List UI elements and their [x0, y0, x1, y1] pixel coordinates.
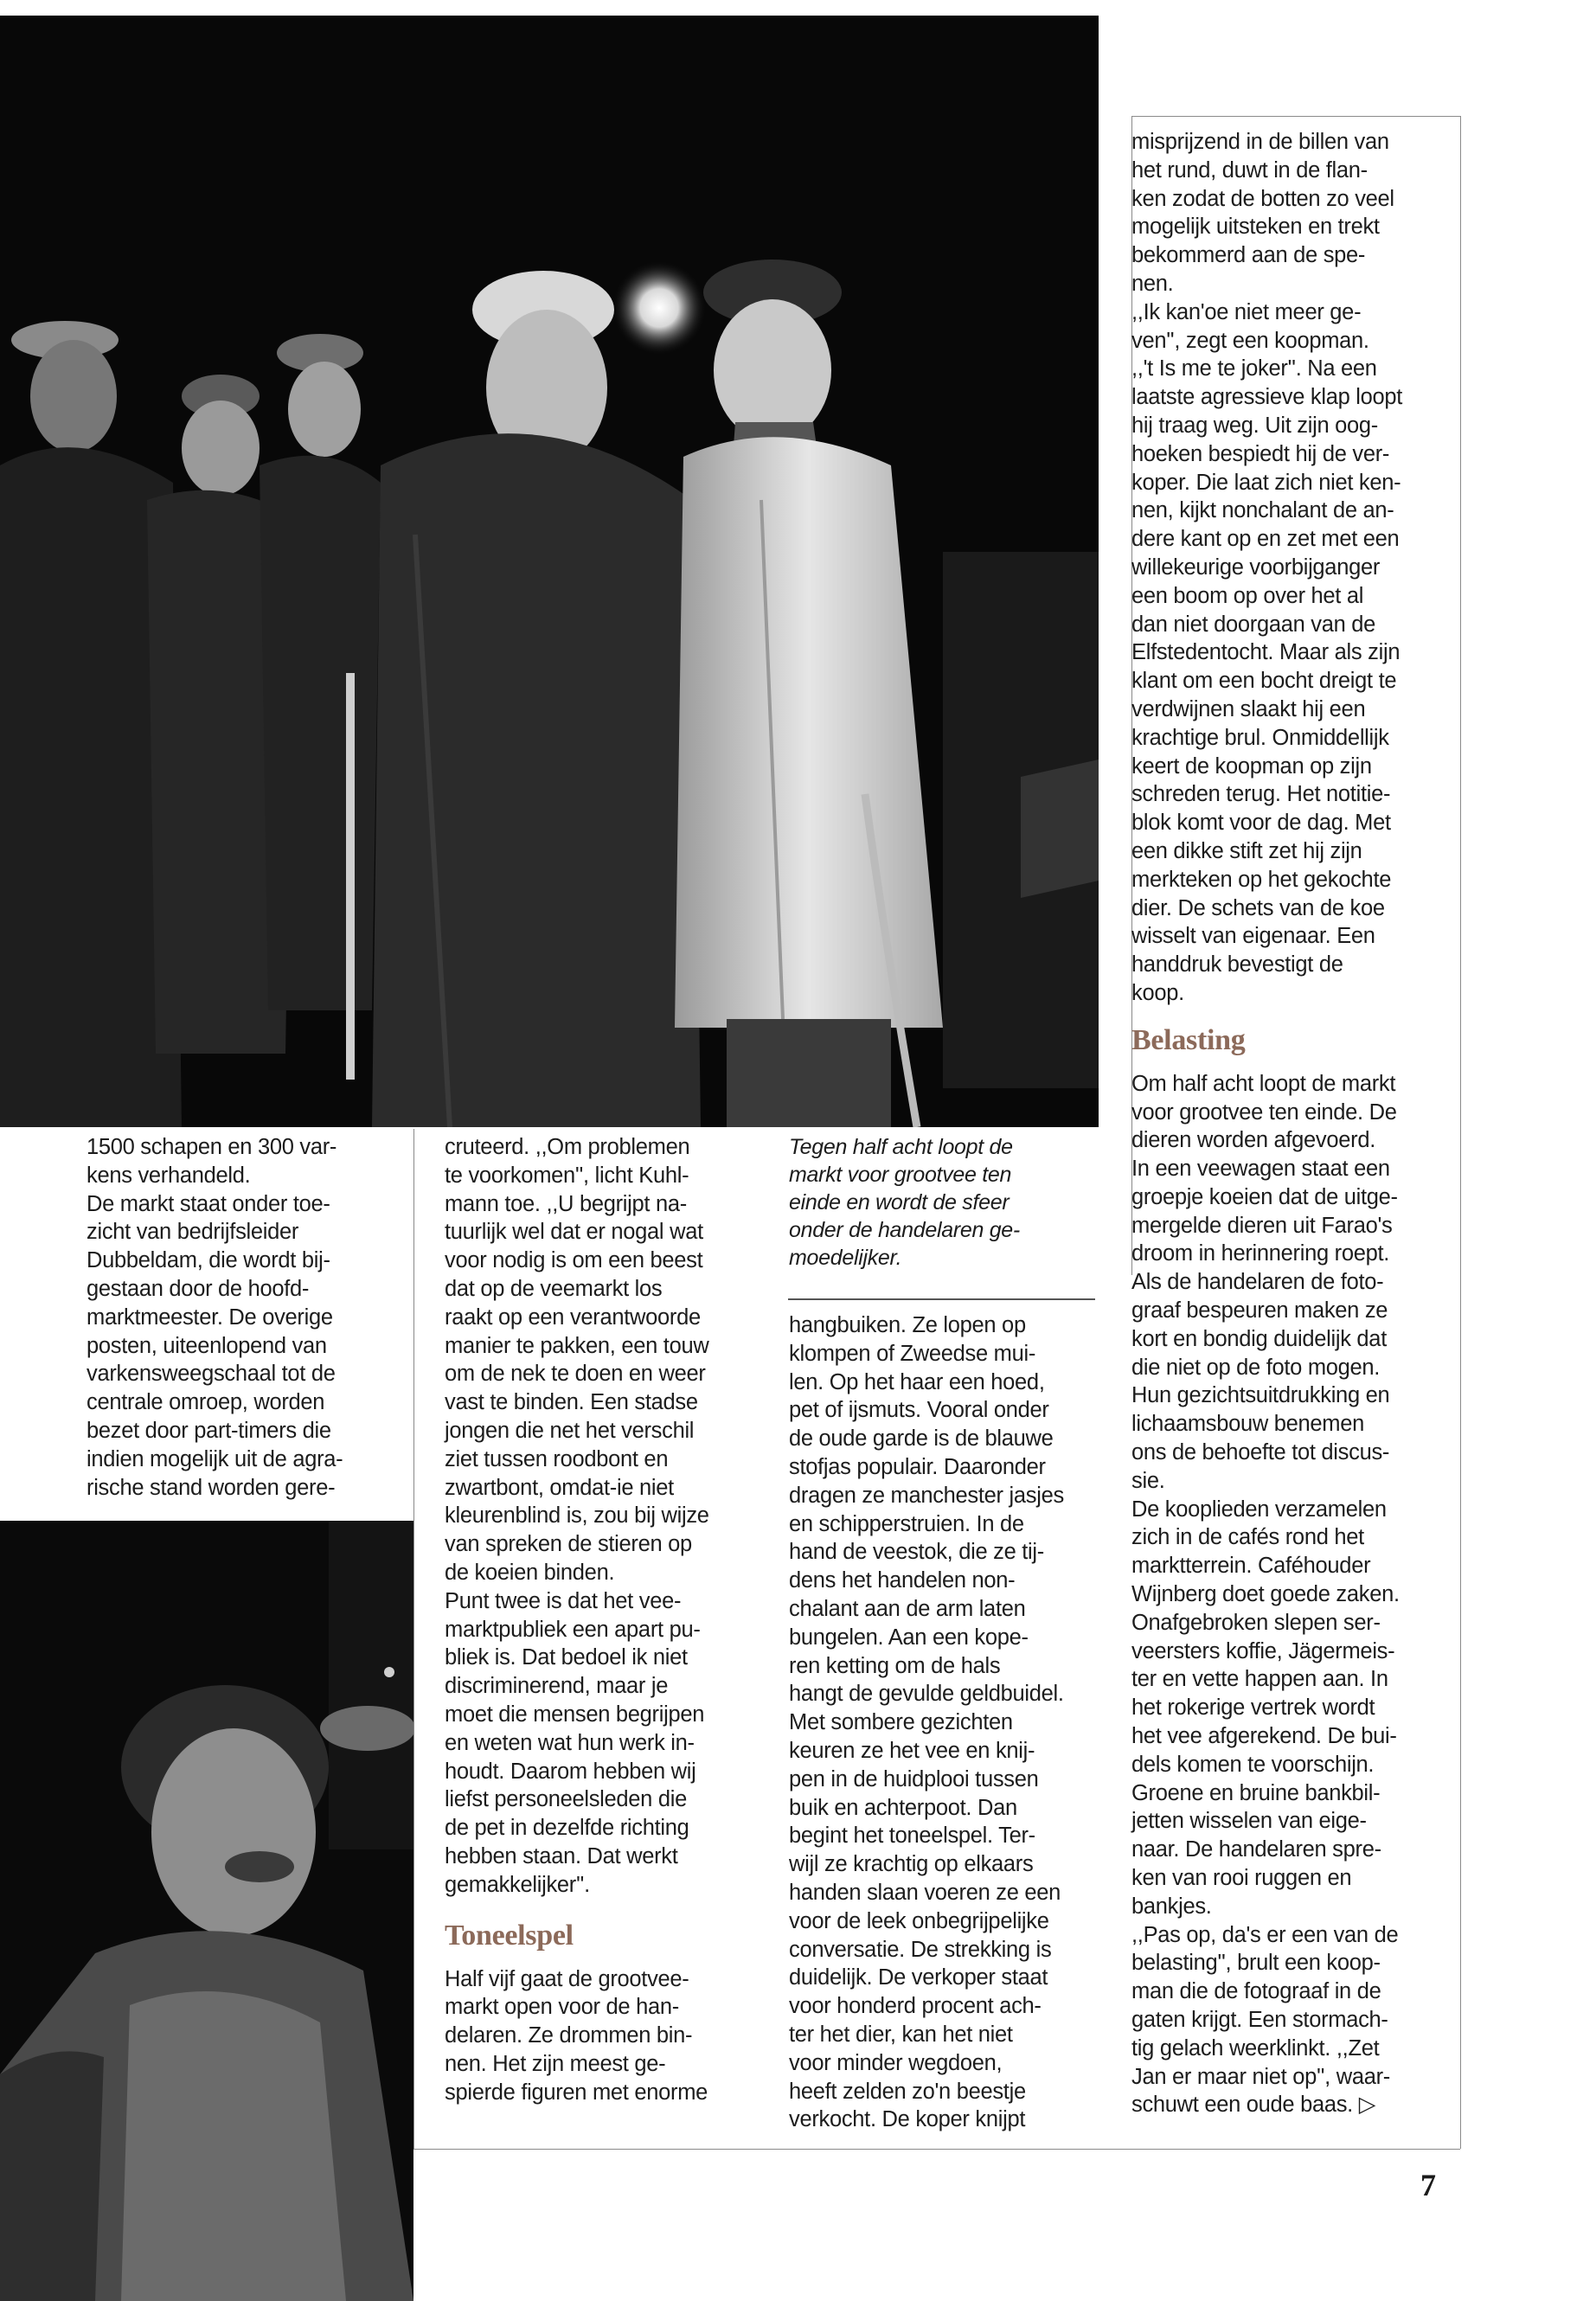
bottom-frame-rule [413, 2149, 1460, 2150]
column-1 [87, 1133, 408, 1502]
bottom-photo [0, 1521, 413, 2301]
column-2 [445, 1133, 765, 2107]
heading-toneelspel: Toneelspel [445, 1919, 574, 1952]
young-man-illustration [0, 1521, 413, 2301]
top-photo [0, 16, 1099, 1127]
column-3 [789, 1133, 1109, 2134]
column-2-text: cruteerd. ,,Om problemen te voorkomen'', licht Kuhl- mann toe. ,,U begrijpt na- tuurlijk wel dat er nogal wat voor nodig is om een beest dat op de veemarkt los raakt op een verantwoorde manier te pakken, een touw om de nek te doen en weer vast te binden. Een stadse jongen die net het verschil ziet tussen roodbont en zwartbont, omdat-ie niet kleurenblind is, zou bij wijze van spreken de stieren op de koeien binden. Punt twee is dat het vee- marktpubliek een apart pu- bliek is. Dat bedoel ik niet discriminerend, maar je moet die mensen begrijpen en weten wat hun werk in- houdt. Daarom hebben wij liefst personeelsleden die de pet in dezelfde richting hebben staan. Dat werkt gemakkelijker''. [445, 1135, 709, 1897]
column-3-text: hangbuiken. Ze lopen op klompen of Zweedse mui- len. Op het haar een hoed, pet of ijsmuts. Vooral onder de oude garde is de blauwe stofjas populair. Daaronder dragen ze manchester jasjes en schipperstruien. In de hand de veestok, die ze tij- dens het handelen non- chalant aan de arm laten bungelen. Aan een kope- ren ketting om de hals hangt de gevulde geldbuidel. Met sombere gezichten keuren ze het vee en knij- pen in de huidplooi tussen buik en achterpoot. Dan begint het toneelspel. Ter- wijl ze krachtig op elkaars handen slaan voeren ze een voor de leek onbegrijpelijke conversatie. De strekking is duidelijk. De verkoper staat voor honderd procent ach- ter het dier, kan het niet voor minder wegdoen, heeft zelden zo'n beestje verkocht. De koper knijpt [789, 1313, 1064, 2132]
column-4 [1131, 128, 1456, 2119]
column-4-text: misprijzend in de billen van het rund, duwt in de flan- ken zodat de botten zo veel mogelijk uitsteken en trekt bekommerd aan de spe- nen. ,,Ik kan'oe niet meer ge- ven'', zegt een koopman. ,,'t Is me te joker''. Na een laatste agressieve klap loopt hij traag weg. Uit zijn oog- hoeken bespiedt hij de ver- koper. Die laat zich niet ken- nen, kijkt nonchalant de an- dere kant op en zet met een willekeurige voorbijganger een boom op over het al dan niet doorgaan van de Elfstedentocht. Maar als zijn klant om een bocht dreigt te verdwijnen slaakt hij een krachtige brul. Onmiddellijk keert de koopman op zijn schreden terug. Het notitie- blok komt voor de dag. Met een dikke stift zet hij zijn merkteken op het gekochte dier. De schets van de koe wisselt van eigenaar. Een handdruk bevestigt de koop. [1131, 130, 1403, 1005]
column-4-text-continued: Om half acht loopt de markt voor grootvee ten einde. De dieren worden afgevoerd. In een veewagen staat een groepje koeien dat de uitge- mergelde dieren uit Farao's droom in herinnering roept. Als de handelaren de foto- graaf bespeuren maken ze kort en bondig duidelijk dat die niet op de foto mogen. Hun gezichtsuitdrukking en lichaamsbouw benemen ons de behoefte tot discus- sie. De kooplieden verzamelen zich in de cafés rond het marktterrein. Caféhouder Wijnberg doet goede zaken. Onafgebroken slepen ser- veersters koffie, Jägermeis- ter en vette happen aan. In het rokerige vertrek wordt het vee afgerekend. De bui- dels komen te voorschijn. Groene en bruine bankbil- jetten wisselen van eige- naar. De handelaren spre- ken van rooi ruggen en bankjes. ,,Pas op, da's er een van de belasting'', brult een koop- man die de fotograaf in de gaten krijgt. Een stormach- tig gelach weerklinkt. ,,Zet Jan er maar niet op'', waar- schuwt een oude baas. ▷ [1131, 1071, 1400, 2118]
column-2-text-continued: Half vijf gaat de grootvee- markt open voor de han- delaren. Ze drommen bin- nen. Het zijn meest ge- spierde figuren met enorme [445, 1966, 708, 2105]
column-1-text: 1500 schapen en 300 var- kens verhandeld. De markt staat onder toe- zicht van bedrijfsleider Dubbeldam, die wordt bij- gestaan door de hoofd- marktmeester. De overige posten, uiteenlopend van varkensweegschaal tot de centrale omroep, worden bezet door part-timers die indien mogelijk uit de agra- rische stand worden gere- [87, 1135, 343, 1500]
right-frame-right-rule [1460, 116, 1461, 2149]
photo-caption: Tegen half acht loopt de markt voor grootvee ten einde en wordt de sfeer onder de handelaren ge- moedelijker. [789, 1135, 1020, 1270]
night-market-traders-illustration [0, 16, 1099, 1127]
left-frame-rule [413, 1129, 414, 2150]
page-number: 7 [1420, 2168, 1436, 2202]
heading-belasting: Belasting [1131, 1023, 1246, 1056]
right-frame-top-line [1131, 116, 1460, 117]
